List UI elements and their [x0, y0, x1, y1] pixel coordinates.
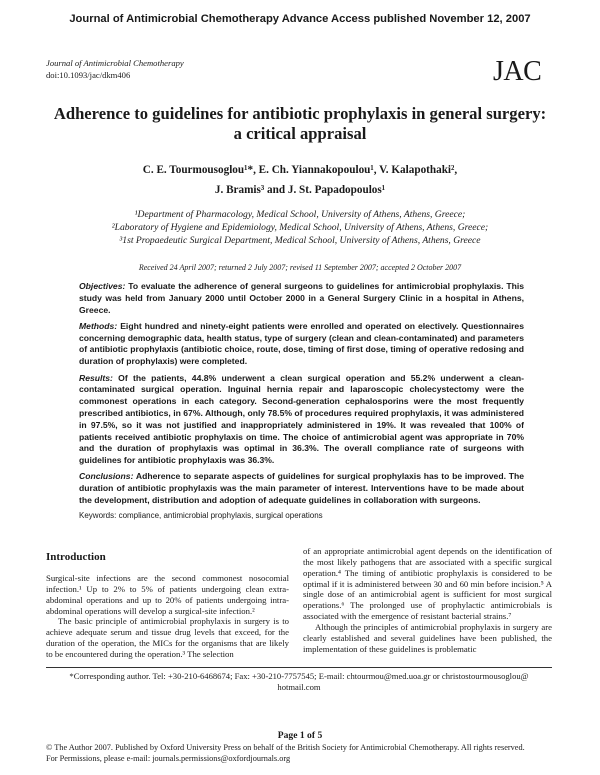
affiliation-3: ³1st Propaedeutic Surgical Department, Medical School, University of Athens, Athens, Greece — [119, 235, 481, 246]
introduction-heading: Introduction — [46, 551, 106, 563]
objectives-heading: Objectives: — [79, 281, 126, 291]
advance-access-banner: Journal of Antimicrobial Chemotherapy Advance Access published November 12, 2007 — [69, 13, 531, 25]
page-number: Page 1 of 5 — [277, 730, 323, 741]
corresponding-author-note: *Corresponding author. Tel: +30-210-6468674; Fax: +30-210-7757545; E-mail: chtourmou@med.uoa.gr or christostourmousoglou@ — [69, 671, 529, 681]
doi: doi:10.1093/jac/dkm406 — [46, 70, 131, 80]
intro-left-column — [46, 573, 289, 660]
intro-right-column — [303, 546, 552, 654]
journal-logo: JAC — [493, 56, 542, 87]
journal-name: Journal of Antimicrobial Chemotherapy — [46, 58, 184, 68]
results-heading: Results: — [79, 372, 113, 383]
authors-line-2: J. Bramis³ and J. St. Papadopoulos¹ — [214, 184, 386, 196]
paragraph: Although the principles of antimicrobial prophylaxis in surgery are clearly established and several guidelines have been published, the implementation of these guidelines is problematic — [303, 621, 552, 654]
authors-line-1: C. E. Tourmousoglou¹*, E. Ch. Yiannakopoulou¹, V. Kalapothaki², — [142, 164, 458, 176]
article-title-line-2: a critical appraisal — [233, 124, 367, 143]
conclusions-heading: Conclusions: — [79, 471, 134, 482]
abstract — [79, 281, 524, 511]
abstract-conclusions: Conclusions: Adherence to separate aspects of guidelines for surgical prophylaxis has to be improved. The duration of antibiotic prophylaxis was the main parameter of interest. Interventions have to be made about the development, distribution and adoption of adequate guidelines in collaboration with surgeons. — [79, 471, 524, 506]
abstract-objectives: Objectives: To evaluate the adherence of general surgeons to guidelines for antimicrobial prophylaxis. This study was held from January 2000 until October 2000 in a General Surgery Clinic in a hospital in Athens, Greece. — [79, 281, 524, 315]
methods-heading: Methods: — [79, 320, 118, 331]
keywords: Keywords: compliance, antimicrobial prophylaxis, surgical operations — [79, 511, 323, 520]
paragraph: The basic principle of antimicrobial prophylaxis in surgery is to achieve adequate serum and tissue drug levels that exceed, for the duration of the operation, the MICs for the organisms that are likely to be encountered during the operation.³ The selection — [46, 616, 289, 659]
corresponding-author-email-cont: hotmail.com — [277, 682, 321, 692]
article-title-line-1: Adherence to guidelines for antibiotic prophylaxis in general surgery: — [53, 104, 547, 123]
footnote-divider — [46, 667, 552, 668]
affiliation-2: ²Laboratory of Hygiene and Epidemiology, Medical School, University of Athens, Athens, Greece; — [111, 222, 489, 233]
affiliation-1: ¹Department of Pharmacology, Medical School, University of Athens, Athens, Greece; — [134, 209, 466, 220]
paragraph: Surgical-site infections are the second commonest nosocomial infection.¹ Up to 2% to 5% of patients undergoing clean extra-abdominal operations and up to 20% of patients undergoing intra-abdominal operations will develop a surgical-site infection.² — [46, 573, 289, 616]
abstract-results: Results: Of the patients, 44.8% underwent a clean surgical operation and 55.2% underwent a clean-contaminated surgical operation. Inguinal hernia repair and laparoscopic cholecystectomy were the commonest operations in each category. Second-generation cephalosporins were the most frequently prescribed antibiotics, in 67%. Although, only 78.5% of procedures required prophylaxis, it was administered in 97.5%, so it was not justified and inappropriately administered in 19%. It was revealed that 100% of patients received antibiotic prophylaxis on time. The choice of antimicrobial agent was appropriate in 70% and the duration of prophylaxis was optimal in 36.3%. The overall compliance rate of surgeons with guidelines for antibiotic prophylaxis was 36.3%. — [79, 372, 524, 466]
copyright-line: © The Author 2007. Published by Oxford University Press on behalf of the British Society for Antimicrobial Chemotherapy. All rights reserved. — [46, 743, 525, 752]
permissions-line: For Permissions, please e-mail: journals.permissions@oxfordjournals.org — [46, 754, 291, 763]
received-dates: Received 24 April 2007; returned 2 July 2007; revised 11 September 2007; accepted 2 October 2007 — [138, 263, 462, 272]
paragraph: of an appropriate antimicrobial agent depends on the identification of the most likely pathogens that are associated with a specific surgical operation.⁴ The timing of antibiotic prophylaxis is considered to be optimal if it is administered between 30 and 60 min before incision.⁵ A single dose of an antimicrobial agent is sufficient for most surgical operations.⁶ The prolonged use of prophylactic antimicrobials is associated with the emergence of resistant bacterial strains.⁷ — [303, 546, 552, 622]
abstract-methods: Methods: Eight hundred and ninety-eight patients were enrolled and operated on electively. Questionnaires concerning demographic data, health status, type of surgery (clean and clean-contaminated) and parameters of antibiotic prophylaxis (antibiotic choice, route, dose, timing of first dose, timing of operative redosing and duration of prophylaxis) were completed. — [79, 320, 524, 367]
